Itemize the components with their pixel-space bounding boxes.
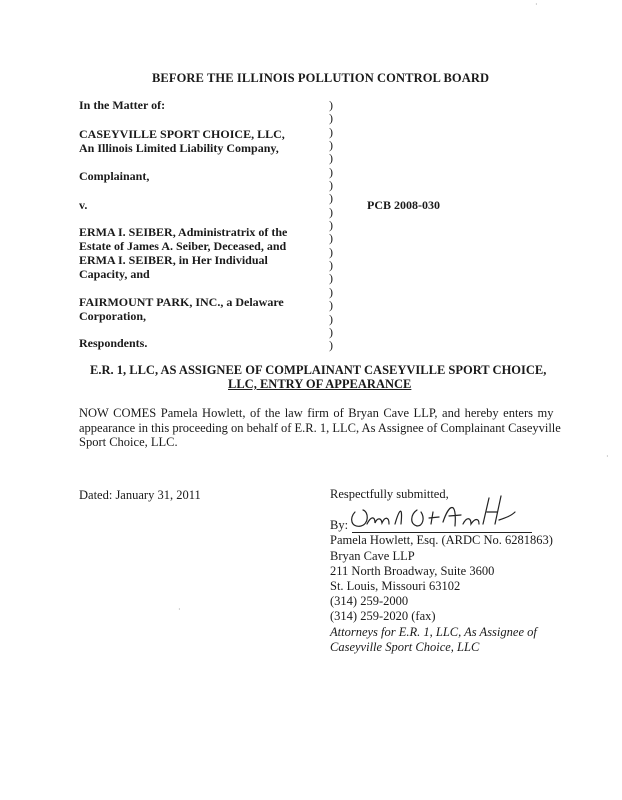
fax: (314) 259-2020 (fax)	[330, 609, 436, 624]
phone: (314) 259-2000	[330, 594, 409, 609]
respondent2-line1: FAIRMOUNT PARK, INC., a Delaware	[79, 295, 284, 309]
paren: )	[329, 111, 333, 126]
body-line1: NOW COMES Pamela Howlett, of the law firm of Bryan Cave LLP, and hereby enters my	[79, 406, 554, 420]
paren: )	[329, 124, 333, 139]
scan-speck: ·	[178, 605, 181, 614]
handwritten-signature	[345, 490, 520, 535]
document-title-line1: E.R. 1, LLC, AS ASSIGNEE OF COMPLAINANT CASEYVILLE SPORT CHOICE,	[90, 363, 547, 377]
paren: )	[329, 284, 333, 299]
paren: )	[329, 324, 333, 339]
body-line2: appearance in this proceeding on behalf of E.R. 1, LLC, As Assignee of Complainant Caseyville	[79, 421, 561, 435]
paren: )	[329, 271, 333, 286]
board-title: BEFORE THE ILLINOIS POLLUTION CONTROL BOARD	[152, 71, 490, 85]
address-line2: St. Louis, Missouri 63102	[330, 579, 461, 594]
respectfully-submitted: Respectfully submitted,	[330, 487, 449, 501]
paren: )	[329, 164, 333, 179]
respondent1-line2: Estate of James A. Seiber, Deceased, and	[79, 239, 287, 253]
paren: )	[329, 244, 333, 259]
respondent1-line1: ERMA I. SEIBER, Administratrix of the	[79, 225, 288, 239]
scan-speck: ·	[535, 0, 538, 9]
body-line3: Sport Choice, LLC.	[79, 435, 178, 449]
dated-line: Dated: January 31, 2011	[79, 488, 201, 502]
attorneys-for-line2: Caseyville Sport Choice, LLC	[330, 639, 480, 654]
attorney-name: Pamela Howlett, Esq. (ARDC No. 6281863)	[330, 533, 553, 548]
respondent1-line3: ERMA I. SEIBER, in Her Individual	[79, 253, 268, 267]
complainant-name: CASEYVILLE SPORT CHOICE, LLC,	[79, 127, 285, 141]
scan-speck: ·	[606, 452, 609, 461]
paren: )	[329, 218, 333, 233]
caption-parenthesis-column	[329, 99, 333, 353]
complainant-label: Complainant,	[79, 169, 150, 183]
address-line1: 211 North Broadway, Suite 3600	[330, 563, 495, 578]
paren: )	[329, 138, 333, 153]
document-title-line2: LLC, ENTRY OF APPEARANCE	[228, 377, 412, 391]
respondent1-line4: Capacity, and	[79, 267, 150, 281]
versus-label: v.	[79, 198, 88, 212]
paren: )	[329, 298, 333, 313]
respondents-label: Respondents.	[79, 336, 148, 350]
paren: )	[329, 191, 333, 206]
case-number: PCB 2008-030	[367, 198, 440, 212]
respondent2-line2: Corporation,	[79, 309, 146, 323]
attorneys-for-line1: Attorneys for E.R. 1, LLC, As Assignee of	[330, 624, 537, 639]
paren: )	[329, 204, 333, 219]
by-label: By:	[330, 518, 349, 533]
paren: )	[329, 338, 333, 353]
paren: )	[329, 258, 333, 273]
paren: )	[329, 311, 333, 326]
complainant-description: An Illinois Limited Liability Company,	[79, 141, 279, 155]
firm-name: Bryan Cave LLP	[330, 548, 415, 563]
paren: )	[329, 98, 333, 112]
paren: )	[329, 178, 333, 193]
in-the-matter: In the Matter of:	[79, 98, 166, 112]
paren: )	[329, 231, 333, 246]
paren: )	[329, 151, 333, 166]
